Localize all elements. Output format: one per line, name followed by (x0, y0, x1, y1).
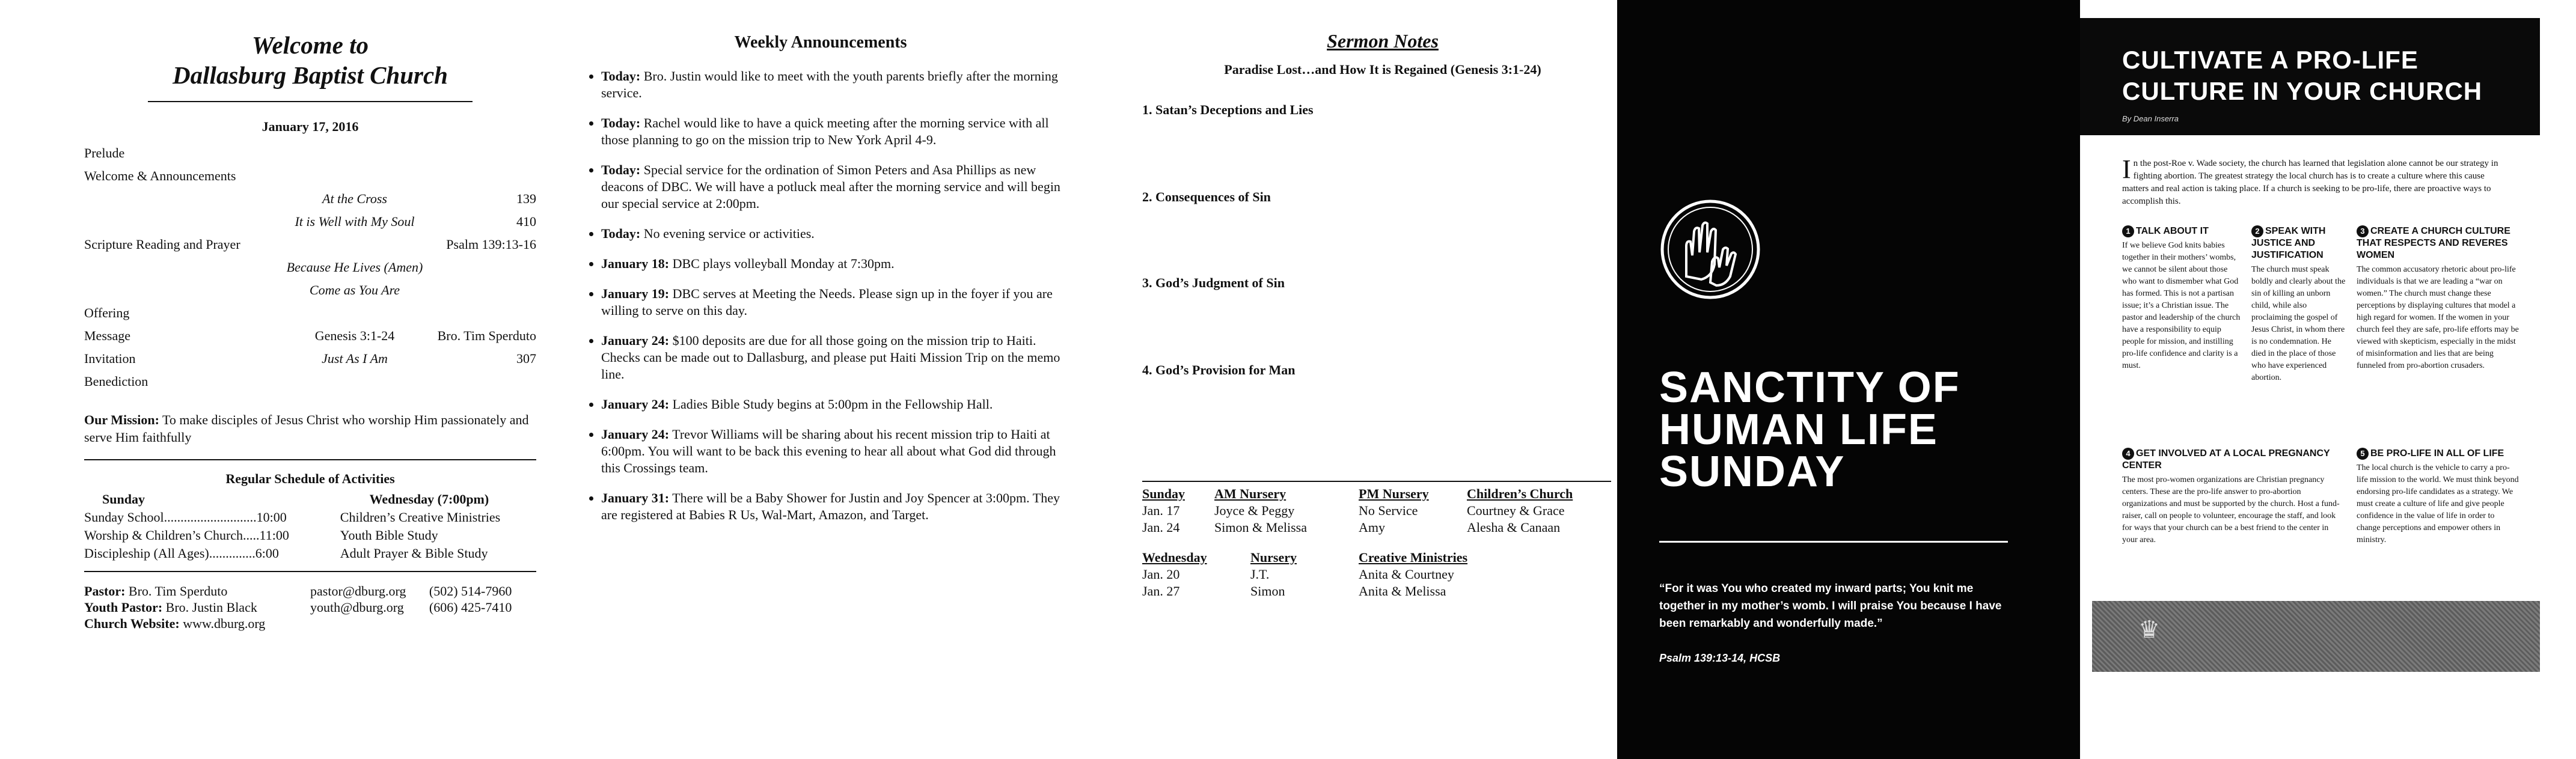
sermon-title: Sermon Notes (1327, 30, 1439, 52)
step-heading: CREATE A CHURCH CULTURE THAT RESPECTS AND REVERES WOMEN (2357, 226, 2510, 260)
article-footer-banner (2092, 601, 2546, 672)
song-title: Because He Lives (Amen) (286, 260, 423, 275)
order-label: Scripture Reading and Prayer (84, 237, 240, 252)
mission-label: Our Mission: (84, 412, 159, 427)
order-label: Welcome & Announcements (84, 168, 236, 183)
article-intro (2122, 154, 2513, 208)
announcement-text: DBC serves at Meeting the Needs. Please sign up in the foyer if you are willing to serve on this day. (601, 286, 1053, 318)
order-row (84, 347, 536, 370)
announcement-text: Special service for the ordination of Simon Peters and Asa Phillips as new deacons of DBC. We will have a potluck meal after the morning service and will begin our special service at 2:00pm. (601, 162, 1060, 211)
schedule-item: Adult Prayer & Bible Study (340, 546, 488, 561)
table-row (1142, 519, 1611, 536)
table-cell: Alesha & Canaan (1467, 520, 1561, 535)
order-row (84, 279, 536, 302)
welcome-heading (84, 30, 536, 90)
article-header (2080, 18, 2540, 135)
order-row (84, 187, 536, 210)
announcement-date: January 24: (601, 333, 670, 348)
schedule-item: Youth Bible Study (340, 528, 438, 543)
announcement-item (601, 162, 1064, 212)
announcement-item (601, 490, 1064, 523)
hymn-number: 307 (516, 351, 536, 366)
message-scripture: Genesis 3:1-24 (314, 328, 395, 343)
step-body: The local church is the vehicle to carry a pro-life mission to the world. We must think beyond endorsing pro-life candidates as a strategy. We must create a culture of life and give people confidence in the value of life in order to change perceptions and empower others in ministry. (2357, 463, 2519, 544)
announcement-text: DBC plays volleyball Monday at 7:30pm. (669, 256, 895, 271)
nursery-header: PM Nursery (1359, 486, 1429, 501)
crown-icon: ♛ (2138, 617, 2160, 643)
table-cell: Jan. 20 (1142, 567, 1180, 582)
scripture-ref: Psalm 139:13-16 (446, 237, 536, 252)
announcement-list (577, 68, 1064, 523)
announcement-date: Today: (601, 162, 641, 177)
sunday-header: Sunday (102, 492, 145, 507)
step-heading: BE PRO-LIFE IN ALL OF LIFE (2370, 448, 2504, 459)
table-cell: No Service (1359, 503, 1418, 518)
announcement-item (601, 225, 1064, 242)
cover-title (1659, 364, 1960, 496)
intro-text: n the post-Roe v. Wade society, the church has learned that legislation alone cannot be our strategy in fighting abortion. The greatest strategy the local church has is to create a culture where this cause matters and real action is taking place. If a church is seeking to be pro-life, there are proactive ways to accomplish this. (2122, 159, 2498, 206)
announcement-date: Today: (601, 115, 641, 130)
sermon-notes-panel (1130, 0, 1641, 759)
nursery-schedule (1142, 481, 1611, 600)
contact-role: Youth Pastor: (84, 600, 163, 615)
announcement-date: Today: (601, 226, 641, 241)
article-title-line: CULTIVATE A PRO-LIFE (2122, 46, 2418, 74)
mission-statement (84, 411, 536, 446)
order-of-service (84, 142, 536, 393)
step-heading: TALK ABOUT IT (2136, 226, 2209, 236)
cover-title-line: HUMAN LIFE (1659, 406, 1938, 454)
order-row (84, 370, 536, 393)
contacts (84, 583, 536, 632)
table-cell: Joyce & Peggy (1214, 503, 1295, 518)
service-date: January 17, 2016 (262, 119, 359, 134)
announcement-date: January 24: (601, 397, 670, 412)
schedule-item: Children’s Creative Ministries (340, 510, 501, 525)
step-heading: GET INVOLVED AT A LOCAL PREGNANCY CENTER (2122, 448, 2330, 471)
contact-name: Bro. Justin Black (162, 600, 257, 615)
contact-role: Church Website: (84, 616, 180, 631)
cover-title-line: SANCTITY OF (1659, 364, 1960, 412)
announcement-text: Rachel would like to have a quick meeting after the morning service with all those planning to go on the mission trip to New York April 4-9. (601, 115, 1049, 147)
step-body: The church must speak boldly and clearly about the sin of killing an unborn child, while also proclaiming the gospel of Jesus Christ, in whom there is no condemnation. He died in the place of those who have experienced abortion. (2251, 265, 2346, 382)
table-cell: Anita & Courtney (1359, 567, 1454, 582)
article-panel (2080, 0, 2576, 759)
bulletin-front-panel (0, 0, 553, 759)
step-body: If we believe God knits babies together in their mothers’ wombs, we cannot be silent about those who want to dismember what God has formed. This is not a partisan issue; it’s a Christian issue. The pastor and leadership of the church have a responsibility to equip people for mission, and instilling pro-life confidence and clarity is a must. (2122, 241, 2241, 370)
contact-email: pastor@dburg.org (310, 584, 406, 599)
drop-cap: I (2122, 154, 2131, 184)
step-pregnancy-center (2122, 448, 2345, 546)
step-talk-about-it (2122, 225, 2242, 372)
step-number-icon: 2 (2251, 225, 2263, 237)
announcement-text: There will be a Baby Shower for Justin and Joy Spencer at 3:00pm. They are registered at Babies R Us, Wal-Mart, Amazon, and Target. (601, 490, 1060, 522)
announcement-item (601, 68, 1064, 102)
nursery-header: Children’s Church (1467, 486, 1573, 501)
announcement-date: January 24: (601, 427, 670, 442)
order-row (84, 142, 536, 165)
order-row (84, 302, 536, 325)
order-label: Invitation (84, 351, 136, 366)
welcome-line1: Welcome to (252, 31, 369, 59)
step-create-church-culture (2357, 225, 2519, 372)
article-byline: By Dean Inserra (2122, 114, 2179, 123)
step-body: The common accusatory rhetoric about pro-life individuals is that we are leading a “war on women.” The church must change these perceptions by displaying cultures that model a high regard for women. If the women in your church feel they are safe, pro-life efforts may be viewed with skepticism, especially in the midst of misinformation and lies that are being funneled from pro-abortion crusaders. (2357, 265, 2519, 370)
announcement-text: $100 deposits are due for all those going on the mission trip to Haiti. Checks can be made out to Dallasburg, and please put Haiti Mission Trip on the memo line. (601, 333, 1060, 382)
divider (1659, 541, 2008, 543)
table-cell: Simon & Melissa (1214, 520, 1308, 535)
church-website: www.dburg.org (179, 616, 266, 631)
order-row (84, 165, 536, 187)
sanctity-cover-panel (1617, 0, 2080, 759)
nursery-header: Nursery (1250, 550, 1297, 565)
announcement-item (601, 115, 1064, 148)
announcement-item (601, 285, 1064, 319)
song-title: Come as You Are (309, 282, 400, 297)
nursery-header: Creative Ministries (1359, 550, 1468, 565)
wednesday-column (322, 490, 536, 562)
table-cell: Simon (1250, 584, 1285, 599)
announcement-text: Bro. Justin would like to meet with the youth parents briefly after the morning service. (601, 69, 1058, 100)
contact-name: Bro. Tim Sperduto (125, 584, 228, 599)
divider (1142, 481, 1611, 482)
order-label: Benediction (84, 374, 148, 389)
step-heading: SPEAK WITH JUSTICE AND JUSTIFICATION (2251, 226, 2326, 260)
divider (84, 571, 536, 572)
order-row (84, 233, 536, 256)
table-cell: Amy (1359, 520, 1385, 535)
step-body: The most pro-women organizations are Christian pregnancy centers. These are the pro-life answer to pro-abortion organizations and must be supported by the church. Host a fund-raiser, call on people to volunteer, encourage the staff, and look for ways that your church can be a best friend to the center in your area. (2122, 475, 2340, 544)
table-cell: Anita & Melissa (1359, 584, 1446, 599)
step-number-icon: 1 (2122, 225, 2134, 237)
announcement-date: January 31: (601, 490, 670, 505)
article-title-line: CULTURE IN YOUR CHURCH (2122, 77, 2483, 105)
order-row (84, 256, 536, 279)
speaker: Bro. Tim Sperduto (437, 328, 536, 343)
step-number-icon: 4 (2122, 448, 2134, 460)
table-row (1142, 502, 1611, 519)
announcement-text: Trevor Williams will be sharing about his recent mission trip to Haiti at 6:00pm. You will want to be back this evening to hear all about what God did through this Crossings team. (601, 427, 1056, 475)
nursery-header: Wednesday (1142, 550, 1207, 565)
contact-row (84, 583, 536, 599)
hymn-title: At the Cross (322, 191, 387, 206)
announcement-date: Today: (601, 69, 641, 84)
announcement-item (601, 332, 1064, 383)
hymn-title: Just As I Am (322, 351, 388, 366)
table-cell: J.T. (1250, 567, 1270, 582)
table-cell: Jan. 17 (1142, 503, 1180, 518)
cover-title-line: SUNDAY (1659, 448, 1846, 496)
announcements-title: Weekly Announcements (734, 33, 907, 52)
announcement-date: January 18: (601, 256, 670, 271)
announcement-item (601, 426, 1064, 477)
sunday-column (84, 490, 322, 562)
sermon-subtitle: Paradise Lost…and How It is Regained (Genesis 3:1-24) (1224, 62, 1541, 77)
order-row (84, 325, 536, 347)
sermon-point: 1. Satan’s Deceptions and Lies (1142, 102, 1314, 117)
nursery-header-row (1142, 549, 1611, 566)
announcement-item (601, 255, 1064, 272)
hands-circle-icon (1659, 198, 1761, 300)
hymn-number: 139 (516, 191, 536, 206)
page-edge (2540, 0, 2576, 759)
scripture-quote: “For it was You who created my inward parts; You knit me together in my mother’s womb. I will praise You because I have been remarkably and wonderfully made.” (1659, 582, 2002, 630)
table-row (1142, 566, 1611, 583)
schedule-table (84, 490, 536, 562)
article-title (2122, 44, 2482, 107)
hymn-number: 410 (516, 214, 536, 229)
scripture-citation: Psalm 139:13-14, HCSB (1659, 652, 1781, 664)
church-name: Dallasburg Baptist Church (173, 61, 448, 89)
sermon-point: 4. God’s Provision for Man (1142, 362, 1296, 377)
announcement-date: January 19: (601, 286, 670, 301)
contact-email: youth@dburg.org (310, 600, 404, 615)
step-pro-life-in-all (2357, 448, 2519, 546)
table-cell: Jan. 27 (1142, 584, 1180, 599)
mission-text: To make disciples of Jesus Christ who worship Him passionately and serve Him faithfully (84, 412, 529, 445)
schedule-title: Regular Schedule of Activities (225, 471, 395, 486)
contact-phone: (502) 514-7960 (429, 584, 512, 599)
step-number-icon: 5 (2357, 448, 2369, 460)
schedule-item: Sunday School............................10:00 (84, 510, 287, 525)
hymn-title: It is Well with My Soul (295, 214, 415, 229)
order-label: Prelude (84, 145, 125, 160)
step-speak-with-justice (2251, 225, 2348, 384)
nursery-header-row (1142, 486, 1611, 502)
table-cell: Courtney & Grace (1467, 503, 1565, 518)
divider (84, 459, 536, 460)
wednesday-header: Wednesday (7:00pm) (369, 492, 489, 507)
step-number-icon: 3 (2357, 225, 2369, 237)
sermon-point: 3. God’s Judgment of Sin (1142, 275, 1285, 290)
announcement-item (601, 396, 1064, 413)
table-cell: Jan. 24 (1142, 520, 1180, 535)
order-label: Offering (84, 305, 130, 320)
nursery-header: AM Nursery (1214, 486, 1286, 501)
schedule-item: Worship & Children’s Church.....11:00 (84, 528, 289, 543)
sermon-point: 2. Consequences of Sin (1142, 189, 1271, 204)
divider (148, 101, 473, 102)
schedule-item: Discipleship (All Ages)..............6:00 (84, 546, 279, 561)
contact-row (84, 599, 536, 615)
contact-row (84, 615, 536, 632)
contact-role: Pastor: (84, 584, 126, 599)
order-label: Message (84, 328, 130, 343)
nursery-header: Sunday (1142, 486, 1185, 501)
order-row (84, 210, 536, 233)
announcement-text: No evening service or activities. (640, 226, 815, 241)
table-row (1142, 583, 1611, 600)
contact-phone: (606) 425-7410 (429, 600, 512, 615)
announcements-panel (553, 0, 1082, 759)
announcement-text: Ladies Bible Study begins at 5:00pm in the Fellowship Hall. (669, 397, 993, 412)
